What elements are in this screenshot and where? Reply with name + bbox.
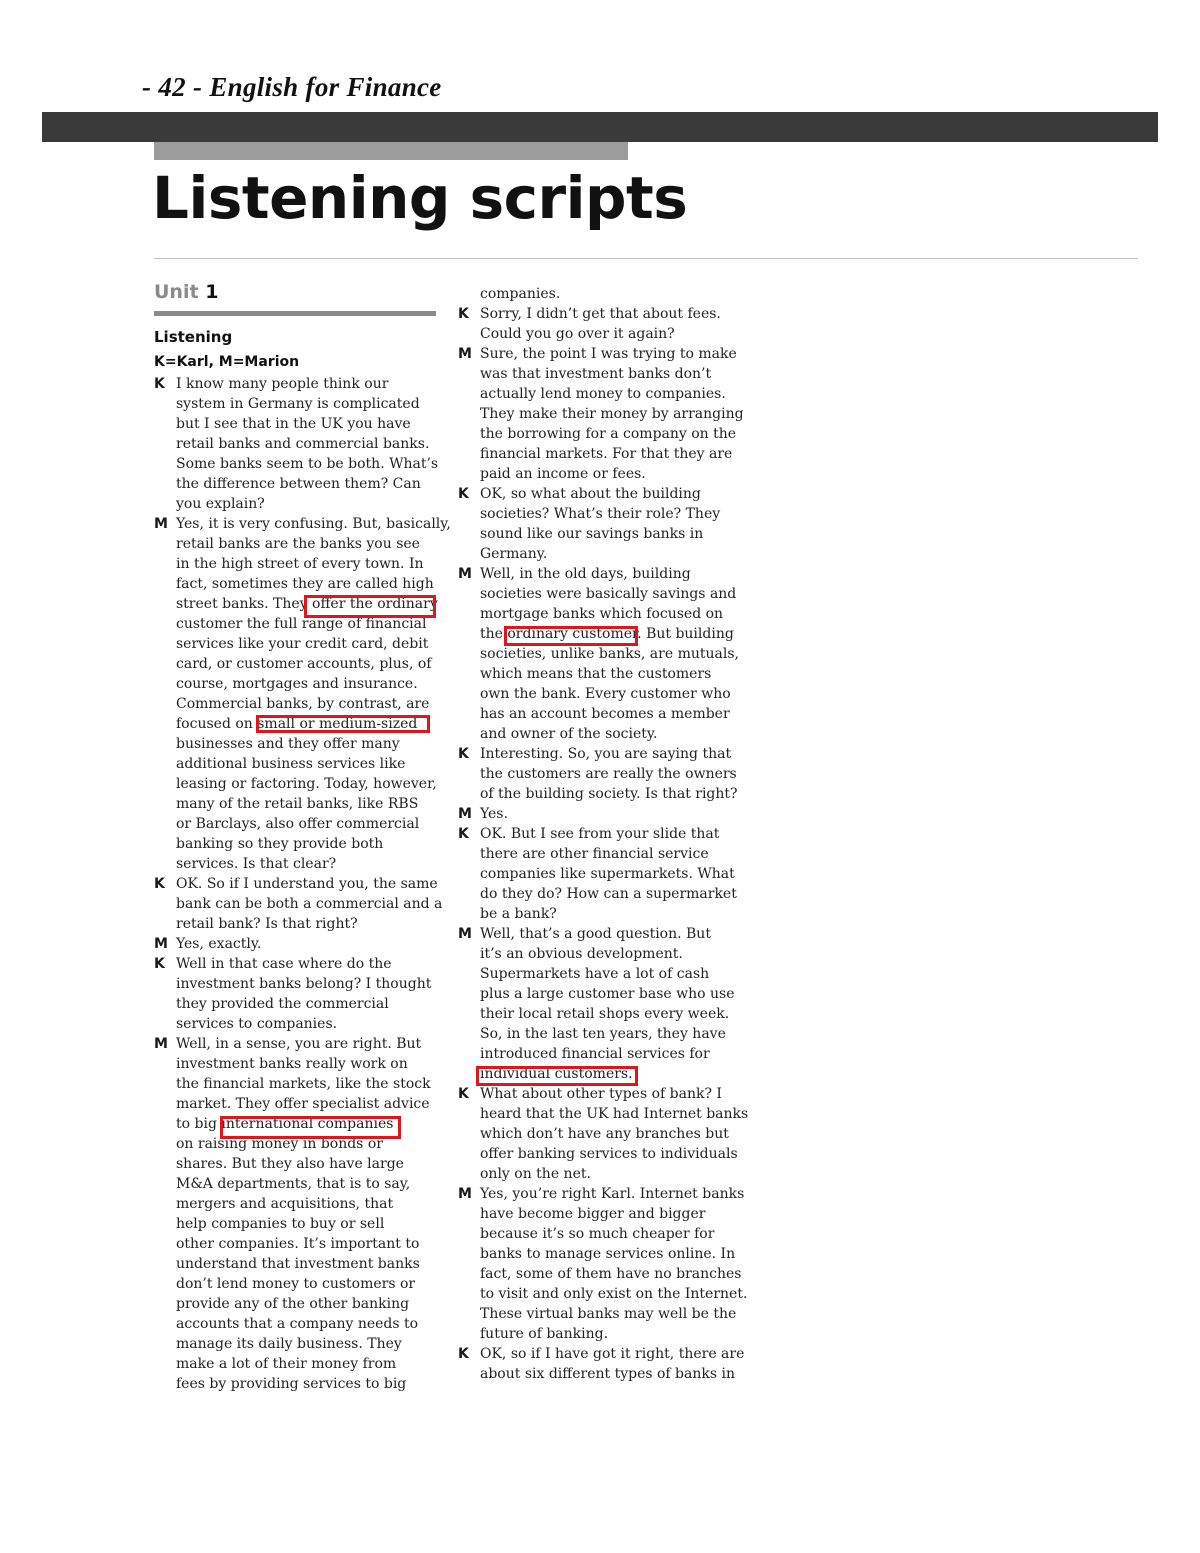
dialogue-line: make a lot of their money from <box>176 1356 397 1372</box>
dialogue-line: retail banks are the banks you see <box>176 536 420 552</box>
dialogue-line: actually lend money to companies. <box>480 386 726 402</box>
dialogue-line: be a bank? <box>480 906 557 922</box>
speaker-label: M <box>458 346 472 362</box>
dialogue-line: understand that investment banks <box>176 1256 420 1272</box>
dialogue-line: market. They offer specialist advice <box>176 1096 430 1112</box>
dialogue-turn <box>458 924 758 1084</box>
speaker-label: K <box>458 1086 469 1102</box>
unit-divider <box>154 311 436 316</box>
dialogue-line: about six different types of banks in <box>480 1366 735 1382</box>
dialogue-line: only on the net. <box>480 1166 591 1182</box>
dialogue-line: in the high street of every town. In <box>176 556 424 572</box>
header-sub-band <box>154 142 628 160</box>
dialogue-line: Sorry, I didn’t get that about fees. <box>480 306 721 322</box>
dialogue-line: So, in the last ten years, they have <box>480 1026 726 1042</box>
dialogue-line: course, mortgages and insurance. <box>176 676 418 692</box>
dialogue-turn <box>458 284 758 304</box>
dialogue-line: customer the full range of financial <box>176 616 427 632</box>
dialogue-turn <box>154 1034 454 1394</box>
dialogue-turn <box>154 374 454 514</box>
dialogue-line: fees by providing services to big <box>176 1376 407 1392</box>
unit-heading <box>154 281 218 303</box>
dialogue-line: on raising money in bonds or <box>176 1136 383 1152</box>
dialogue-line: plus a large customer base who use <box>480 986 735 1002</box>
dialogue-line: heard that the UK had Internet banks <box>480 1106 749 1122</box>
dialogue-line: street banks. They offer the ordinary <box>176 596 438 612</box>
dialogue-line: card, or customer accounts, plus, of <box>176 656 432 672</box>
dialogue-line: Well, in the old days, building <box>480 566 691 582</box>
dialogue-line: societies, unlike banks, are mutuals, <box>480 646 739 662</box>
dialogue-line: retail bank? Is that right? <box>176 916 358 932</box>
dialogue-line: Interesting. So, you are saying that <box>480 746 732 762</box>
dialogue-line: the ordinary customer. But building <box>480 626 734 642</box>
dialogue-line: Commercial banks, by contrast, are <box>176 696 430 712</box>
page-title: Listening scripts <box>152 164 688 232</box>
dialogue-line: societies? What’s their role? They <box>480 506 721 522</box>
dialogue-line: banks to manage services online. In <box>480 1246 736 1262</box>
running-head: - 42 - English for Finance <box>142 72 442 102</box>
dialogue-line: because it’s so much cheaper for <box>480 1226 715 1242</box>
dialogue-line: OK. But I see from your slide that <box>480 826 720 842</box>
dialogue-line: but I see that in the UK you have <box>176 416 411 432</box>
speaker-label: M <box>458 566 472 582</box>
highlight-box <box>476 1066 638 1086</box>
dialogue-line: societies were basically savings and <box>480 586 737 602</box>
dialogue-line: provide any of the other banking <box>176 1296 410 1312</box>
dialogue-line: mergers and acquisitions, that <box>176 1196 394 1212</box>
dialogue-turn <box>458 744 758 804</box>
unit-label: Unit <box>154 281 199 303</box>
script-column-right <box>458 284 758 1384</box>
highlight-box <box>256 715 430 733</box>
dialogue-line: Sure, the point I was trying to make <box>480 346 737 362</box>
dialogue-line: Could you go over it again? <box>480 326 675 342</box>
dialogue-line: the borrowing for a company on the <box>480 426 737 442</box>
dialogue-line: which don’t have any branches but <box>480 1126 729 1142</box>
dialogue-turn <box>458 1344 758 1384</box>
dialogue-line: there are other financial service <box>480 846 709 862</box>
speaker-label: K <box>458 486 469 502</box>
speaker-label: M <box>154 516 168 532</box>
dialogue-line: or Barclays, also offer commercial <box>176 816 420 832</box>
dialogue-line: sound like our savings banks in <box>480 526 704 542</box>
dialogue-line: introduced financial services for <box>480 1046 710 1062</box>
title-divider <box>154 258 1138 259</box>
dialogue-line: retail banks and commercial banks. <box>176 436 430 452</box>
dialogue-line: What about other types of bank? I <box>480 1086 722 1102</box>
dialogue-line: many of the retail banks, like RBS <box>176 796 419 812</box>
speaker-label: K <box>458 1346 469 1362</box>
dialogue-line: Supermarkets have a lot of cash <box>480 966 710 982</box>
dialogue-line: don’t lend money to customers or <box>176 1276 416 1292</box>
dialogue-line: other companies. It’s important to <box>176 1236 420 1252</box>
speaker-label: M <box>154 1036 168 1052</box>
dialogue-line: companies like supermarkets. What <box>480 866 735 882</box>
dialogue-line: services to companies. <box>176 1016 338 1032</box>
dialogue-turn <box>458 564 758 744</box>
dialogue-line: OK. So if I understand you, the same <box>176 876 438 892</box>
dialogue-line: These virtual banks may well be the <box>480 1306 737 1322</box>
dialogue-line: of the building society. Is that right? <box>480 786 738 802</box>
dialogue-line: Yes, it is very confusing. But, basically, <box>176 516 451 532</box>
dialogue-line: their local retail shops every week. <box>480 1006 730 1022</box>
speaker-label: K <box>154 876 165 892</box>
script-column-left <box>154 374 454 1394</box>
highlight-box <box>220 1116 401 1139</box>
dialogue-turn <box>154 934 454 954</box>
dialogue-line: to visit and only exist on the Internet. <box>480 1286 748 1302</box>
dialogue-line: M&A departments, that is to say, <box>176 1176 411 1192</box>
dialogue-line: do they do? How can a supermarket <box>480 886 737 902</box>
dialogue-line: own the bank. Every customer who <box>480 686 731 702</box>
dialogue-line: financial markets. For that they are <box>480 446 733 462</box>
dialogue-line: OK, so if I have got it right, there are <box>480 1346 745 1362</box>
dialogue-line: Well, in a sense, you are right. But <box>176 1036 422 1052</box>
dialogue-line: it’s an obvious development. <box>480 946 683 962</box>
dialogue-line: they provided the commercial <box>176 996 389 1012</box>
unit-number: 1 <box>205 281 219 303</box>
dialogue-line: you explain? <box>176 496 265 512</box>
dialogue-line: Germany. <box>480 546 548 562</box>
header-band <box>42 112 1158 142</box>
dialogue-line: additional business services like <box>176 756 406 772</box>
dialogue-line: fact, sometimes they are called high <box>176 576 434 592</box>
dialogue-line: OK, so what about the building <box>480 486 701 502</box>
dialogue-line: banking so they provide both <box>176 836 384 852</box>
dialogue-line: and owner of the society. <box>480 726 658 742</box>
dialogue-line: the customers are really the owners <box>480 766 737 782</box>
dialogue-line: focused on small or medium-sized <box>176 716 418 732</box>
dialogue-line: services like your credit card, debit <box>176 636 429 652</box>
dialogue-line: leasing or factoring. Today, however, <box>176 776 437 792</box>
speaker-label: K <box>458 826 469 842</box>
dialogue-line: Well in that case where do the <box>176 956 392 972</box>
dialogue-line: investment banks belong? I thought <box>176 976 432 992</box>
dialogue-turn <box>458 484 758 564</box>
dialogue-line: Yes, you’re right Karl. Internet banks <box>480 1186 745 1202</box>
dialogue-turn <box>458 304 758 344</box>
dialogue-line: They make their money by arranging <box>480 406 744 422</box>
dialogue-line: help companies to buy or sell <box>176 1216 385 1232</box>
dialogue-turn <box>458 344 758 484</box>
dialogue-line: Well, that’s a good question. But <box>480 926 711 942</box>
dialogue-turn <box>458 1184 758 1344</box>
dialogue-line: I know many people think our <box>176 376 389 392</box>
dialogue-line: the difference between them? Can <box>176 476 421 492</box>
speaker-label: K <box>458 746 469 762</box>
dialogue-line: services. Is that clear? <box>176 856 337 872</box>
dialogue-line: accounts that a company needs to <box>176 1316 419 1332</box>
highlight-box <box>504 626 638 646</box>
dialogue-line: shares. But they also have large <box>176 1156 404 1172</box>
speaker-label: M <box>458 926 472 942</box>
speaker-label: M <box>458 1186 472 1202</box>
dialogue-line: offer banking services to individuals <box>480 1146 738 1162</box>
dialogue-line: mortgage banks which focused on <box>480 606 724 622</box>
dialogue-line: Yes, exactly. <box>176 936 262 952</box>
dialogue-line: investment banks really work on <box>176 1056 408 1072</box>
dialogue-turn <box>154 954 454 1034</box>
dialogue-line: system in Germany is complicated <box>176 396 420 412</box>
dialogue-line: was that investment banks don’t <box>480 366 712 382</box>
dialogue-line: individual customers. <box>480 1066 633 1082</box>
highlight-box <box>304 595 436 618</box>
dialogue-turn <box>458 824 758 924</box>
dialogue-turn <box>458 1084 758 1184</box>
dialogue-line: businesses and they offer many <box>176 736 400 752</box>
dialogue-line: which means that the customers <box>480 666 712 682</box>
speaker-label: K <box>458 306 469 322</box>
dialogue-line: manage its daily business. They <box>176 1336 402 1352</box>
dialogue-line: paid an income or fees. <box>480 466 646 482</box>
dialogue-line: Some banks seem to be both. What’s <box>176 456 439 472</box>
dialogue-line: has an account becomes a member <box>480 706 730 722</box>
dialogue-line: bank can be both a commercial and a <box>176 896 443 912</box>
dialogue-line: companies. <box>480 286 561 302</box>
dialogue-turn <box>458 804 758 824</box>
dialogue-line: to big international companies <box>176 1116 394 1132</box>
dialogue-line: fact, some of them have no branches <box>480 1266 742 1282</box>
speaker-label: M <box>458 806 472 822</box>
dialogue-line: Yes. <box>480 806 508 822</box>
section-heading: Listening <box>154 328 233 346</box>
speaker-label: K <box>154 376 165 392</box>
speaker-label: M <box>154 936 168 952</box>
speaker-label: K <box>154 956 165 972</box>
dialogue-turn <box>154 514 454 874</box>
dialogue-line: the financial markets, like the stock <box>176 1076 431 1092</box>
dialogue-line: future of banking. <box>480 1326 609 1342</box>
dialogue-turn <box>154 874 454 934</box>
dialogue-line: have become bigger and bigger <box>480 1206 706 1222</box>
speakers-key: K=Karl, M=Marion <box>154 354 300 370</box>
